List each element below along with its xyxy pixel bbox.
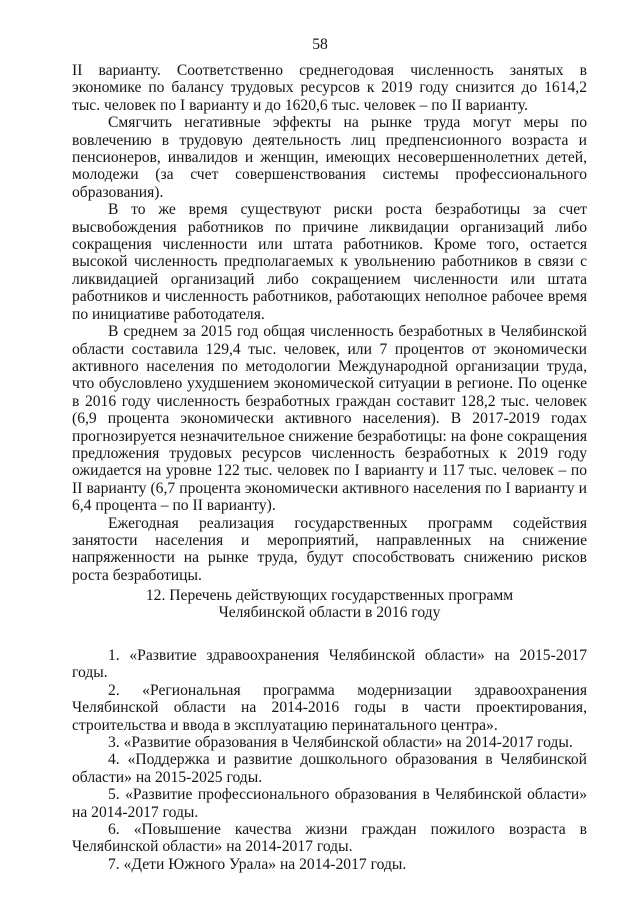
- paragraph: В среднем за 2015 год общая численность безработных в Челябинской области составила 129,4 тыс. человек, или 7 процентов от экономически активного населения по методологии Международной организации труда, что обусловлено ухудшением экономической ситуации в регионе. По оценке в 2016 году численность безработных граждан составит 128,2 тыс. человек (6,9 процента экономически активного населения). В 2017-2019 годах прогнозируется незначительное снижение безработицы: на фоне сокращения предложения трудовых ресурсов численность безработных к 2019 году ожидается на уровне 122 тыс. человек по I варианту и 117 тыс. человек – по II варианту (6,7 процента экономически активного населения по I варианту и 6,4 процента – по II варианту).: [72, 323, 587, 515]
- section-title: [72, 587, 587, 622]
- paragraph: Ежегодная реализация государственных программ содействия занятости населения и мероприятий, направленных на снижение напряженности на рынке труда, будут способствовать снижению рисков роста безработицы.: [72, 514, 587, 584]
- list-item: 3. «Развитие образования в Челябинской области» на 2014-2017 годы.: [108, 734, 573, 752]
- section-title-line: Челябинской области в 2016 году: [218, 604, 441, 622]
- paragraph: В то же время существуют риски роста безработицы за счет высвобождения работников по причине ликвидации организаций либо сокращения численности или штата работников. Кроме того, остается высокой численность предполагаемых к увольнению работников в связи с ликвидацией организаций либо сокращением численности или штата работников и численность работников, работающих неполное рабочее время по инициативе работодателя.: [72, 201, 587, 323]
- list-item: 1. «Развитие здравоохранения Челябинской области» на 2015-2017 годы.: [72, 647, 587, 682]
- list-item: 4. «Поддержка и развитие дошкольного образования в Челябинской области» на 2015-2025 годы.: [72, 751, 587, 786]
- paragraph-continuation: II варианту. Соответственно среднегодовая численность занятых в экономике по балансу трудовых ресурсов к 2019 году снизится до 1614,2 тыс. человек по I варианту и до 1620,6 тыс. человек – по II варианту.: [72, 62, 587, 114]
- list-item: 5. «Развитие профессионального образования в Челябинской области» на 2014-2017 годы.: [72, 786, 587, 821]
- paragraph: Смягчить негативные эффекты на рынке труда могут меры по вовлечению в трудовую деятельность лиц предпенсионного возраста и пенсионеров, инвалидов и женщин, имеющих несовершеннолетних детей, молодежи (за счет совершенствования системы профессионального образования).: [72, 114, 587, 201]
- list-item: 7. «Дети Южного Урала» на 2014-2017 годы.: [108, 855, 407, 873]
- body-text: [72, 62, 587, 584]
- page-number: 58: [312, 36, 328, 53]
- list-item: 6. «Повышение качества жизни граждан пожилого возраста в Челябинской области» на 2014-2017 годы.: [72, 821, 587, 856]
- program-list: [72, 647, 587, 873]
- list-item: 2. «Региональная программа модернизации здравоохранения Челябинской области на 2014-2016 годы в части проектирования, строительства и ввода в эксплуатацию перинатального центра».: [72, 681, 587, 734]
- section-title-line: 12. Перечень действующих государственных программ: [145, 587, 514, 604]
